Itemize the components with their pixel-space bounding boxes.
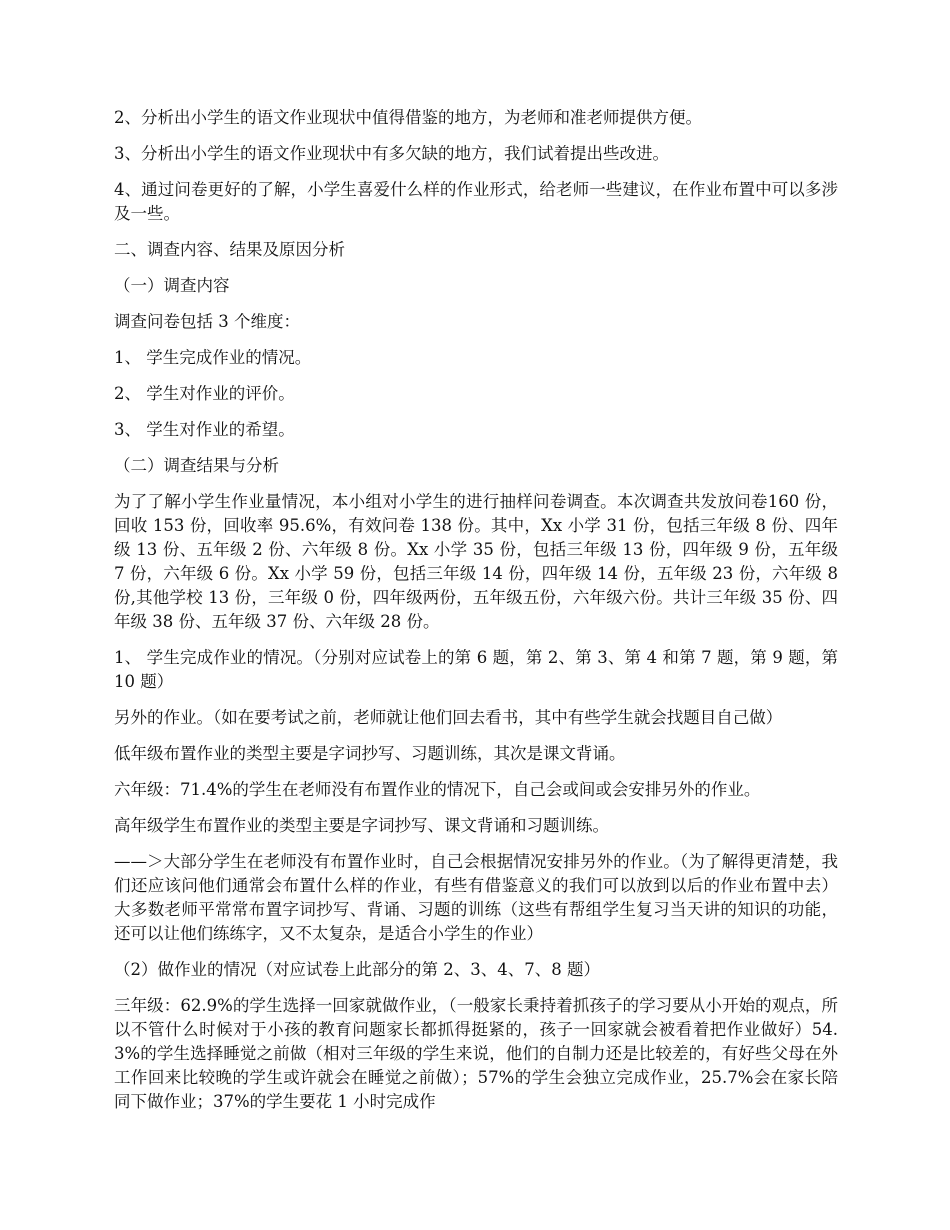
paragraph-lower-grades: 低年级布置作业的类型主要是字词抄写、习题训练，其次是课文背诵。 bbox=[114, 744, 626, 763]
paragraph-extra-homework: 另外的作业。（如在要考试之前，老师就让他们回去看书，其中有些学生就会找题目自己做） bbox=[114, 708, 783, 727]
paragraph-upper-grades: 高年级学生布置作业的类型主要是字词抄写、课文背诵和习题训练。 bbox=[114, 816, 609, 835]
paragraph-grade-six: 六年级：71.4%的学生在老师没有布置作业的情况下，自己会或间或会安排另外的作业。 bbox=[114, 780, 761, 799]
paragraph-goal-3: 3、分析出小学生的语文作业现状中有多欠缺的地方，我们试着提出些改进。 bbox=[114, 144, 669, 163]
paragraph-doing-homework-heading: （2）做作业的情况（对应试卷上此部分的第 2、3、4、7、8 题） bbox=[114, 960, 600, 979]
paragraph-goal-2: 2、分析出小学生的语文作业现状中值得借鉴的地方，为老师和准老师提供方便。 bbox=[114, 108, 702, 127]
subsection-heading-1: （一）调查内容 bbox=[114, 276, 230, 295]
paragraph-grade-three: 三年级：62.9%的学生选择一回家就做作业，（一般家长秉持着抓孩子的学习要从小开始的观点，所以不管什么时候对于小孩的教育问题家长都抓得挺紧的，孩子一回家就会被看着把作业做好）54.3%的学生选择睡觉之前做（相对三年级的学生来说，他们的自制力还是比较差的，有好些父母在外工作回来比较晚的学生或许就会在睡觉之前做）；57%的学生会独立完成作业，25.7%会在家长陪同下做作业；37%的学生要花 1 小时完成作 bbox=[114, 996, 838, 1111]
paragraph-dimensions-intro: 调查问卷包括 3 个维度： bbox=[114, 312, 300, 331]
list-item-dimension-2: 2、 学生对作业的评价。 bbox=[114, 384, 295, 403]
list-item-dimension-3: 3、 学生对作业的希望。 bbox=[114, 420, 295, 439]
section-heading-2: 二、调查内容、结果及原因分析 bbox=[114, 240, 345, 259]
subsection-heading-2: （二）调查结果与分析 bbox=[114, 456, 279, 475]
paragraph-goal-4: 4、通过问卷更好的了解，小学生喜爱什么样的作业形式，给老师一些建议，在作业布置中可以多涉及一些。 bbox=[114, 180, 838, 223]
paragraph-conclusion: ——＞大部分学生在老师没有布置作业时，自己会根据情况安排另外的作业。（为了解得更清楚，我们还应该问他们通常会布置什么样的作业，有些有借鉴意义的我们可以放到以后的作业布置中去）大多数老师平常常布置字词抄写、背诵、习题的训练（这些有帮组学生复习当天讲的知识的功能，还可以让他们练练字，又不太复杂，是适合小学生的作业） bbox=[114, 852, 838, 943]
paragraph-completion-heading: 1、 学生完成作业的情况。（分别对应试卷上的第 6 题，第 2、第 3、第 4 和第 7 题，第 9 题，第 10 题） bbox=[114, 648, 844, 691]
document-body bbox=[114, 106, 844, 1114]
list-item-dimension-1: 1、 学生完成作业的情况。 bbox=[114, 348, 312, 367]
paragraph-survey-overview: 为了了解小学生作业量情况，本小组对小学生的进行抽样问卷调查。本次调查共发放问卷160 份，回收 153 份，回收率 95.6%，有效问卷 138 份。其中，Xx 小学 31 份，包括三年级 8 份、四年级 13 份、五年级 2 份、六年级 8 份。Xx 小学 35 份，包括三年级 13 份，四年级 9 份，五年级 7 份，六年级 6 份。Xx 小学 59 份，包括三年级 14 份，四年级 14 份，五年级 23 份，六年级 8 份,其他学校 13 份，三年级 0 份，四年级两份，五年级五份，六年级六份。共计三年级 35 份、四年级 38 份、五年级 37 份、六年级 28 份。 bbox=[114, 492, 844, 631]
